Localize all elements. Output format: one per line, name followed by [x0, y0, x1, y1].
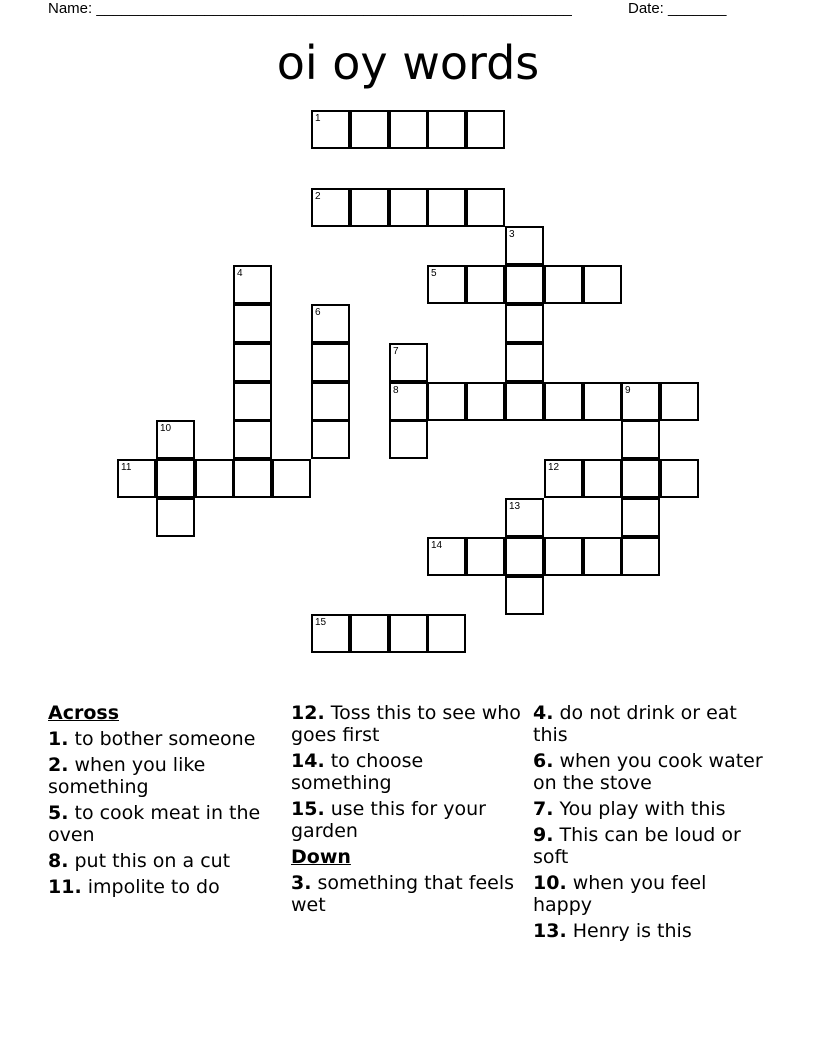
grid-cell[interactable] — [233, 304, 272, 343]
grid-cell[interactable] — [505, 265, 544, 304]
grid-cell[interactable] — [156, 420, 195, 459]
grid-cell[interactable] — [583, 382, 622, 421]
cell-number: 10 — [160, 423, 172, 434]
grid-cell[interactable] — [466, 382, 505, 421]
grid-cell[interactable] — [389, 420, 428, 459]
grid-cell[interactable] — [427, 537, 466, 576]
clue-down-4: 4. do not drink or eat this — [533, 702, 737, 746]
grid-cell[interactable] — [389, 188, 428, 227]
grid-cell[interactable] — [583, 537, 622, 576]
grid-cell[interactable] — [156, 498, 195, 537]
clue-across-2: 2. when you like something — [48, 754, 206, 798]
grid-cell[interactable] — [544, 537, 583, 576]
grid-cell[interactable] — [311, 614, 350, 653]
clue-down-9: 9. This can be loud or soft — [533, 824, 741, 868]
grid-cell[interactable] — [660, 382, 699, 421]
grid-cell[interactable] — [350, 110, 389, 149]
grid-cell[interactable] — [233, 459, 272, 498]
grid-cell[interactable] — [544, 382, 583, 421]
cell-number: 8 — [393, 385, 399, 396]
clue-down-7: 7. You play with this — [533, 798, 726, 820]
grid-cell[interactable] — [311, 110, 350, 149]
grid-cell[interactable] — [311, 304, 350, 343]
grid-cell[interactable] — [621, 420, 660, 459]
grid-cell[interactable] — [427, 614, 466, 653]
grid-cell[interactable] — [427, 110, 466, 149]
grid-cell[interactable] — [233, 420, 272, 459]
cell-number: 7 — [393, 346, 399, 357]
grid-cell[interactable] — [505, 576, 544, 615]
clue-across-11: 11. impolite to do — [48, 876, 220, 898]
clue-across-5: 5. to cook meat in the oven — [48, 802, 261, 846]
cell-number: 15 — [315, 617, 327, 628]
cell-number: 13 — [509, 501, 521, 512]
grid-cell[interactable] — [117, 459, 156, 498]
clue-down-6: 6. when you cook water on the stove — [533, 750, 763, 794]
grid-cell[interactable] — [233, 343, 272, 382]
cell-number: 1 — [315, 113, 321, 124]
grid-cell[interactable] — [427, 382, 466, 421]
grid-cell[interactable] — [466, 537, 505, 576]
grid-cell[interactable] — [311, 420, 350, 459]
clues-column-3 — [533, 702, 768, 946]
grid-cell[interactable] — [311, 188, 350, 227]
grid-cell[interactable] — [544, 265, 583, 304]
grid-cell[interactable] — [389, 614, 428, 653]
grid-cell[interactable] — [350, 188, 389, 227]
grid-cell[interactable] — [272, 459, 311, 498]
grid-cell[interactable] — [233, 382, 272, 421]
name-field-label: Name: _________________________________________________________ — [48, 0, 572, 17]
down-heading: Down — [291, 846, 351, 868]
grid-cell[interactable] — [195, 459, 234, 498]
grid-cell[interactable] — [583, 459, 622, 498]
cell-number: 5 — [431, 268, 437, 279]
grid-cell[interactable] — [389, 382, 428, 421]
cell-number: 3 — [509, 229, 515, 240]
clue-down-10: 10. when you feel happy — [533, 872, 707, 916]
clue-across-12: 12. Toss this to see who goes first — [291, 702, 521, 746]
grid-cell[interactable] — [583, 265, 622, 304]
grid-cell[interactable] — [505, 304, 544, 343]
grid-cell[interactable] — [505, 537, 544, 576]
grid-cell[interactable] — [621, 382, 660, 421]
across-heading: Across — [48, 702, 120, 724]
cell-number: 11 — [121, 462, 132, 473]
cell-number: 14 — [431, 540, 443, 551]
clue-down-13: 13. Henry is this — [533, 920, 692, 942]
grid-cell[interactable] — [233, 265, 272, 304]
cell-number: 12 — [548, 462, 560, 473]
grid-cell[interactable] — [311, 343, 350, 382]
page-title: oi oy words — [276, 36, 540, 90]
grid-cell[interactable] — [621, 537, 660, 576]
date-field-label: Date: _______ — [628, 0, 727, 17]
cell-number: 9 — [625, 385, 631, 396]
grid-cell[interactable] — [505, 498, 544, 537]
clues-column-1 — [48, 702, 283, 902]
grid-cell[interactable] — [389, 110, 428, 149]
cell-number: 6 — [315, 307, 321, 318]
grid-cell[interactable] — [505, 343, 544, 382]
grid-cell[interactable] — [311, 382, 350, 421]
grid-cell[interactable] — [660, 459, 699, 498]
grid-cell[interactable] — [621, 498, 660, 537]
cell-number: 2 — [315, 191, 321, 202]
grid-cell[interactable] — [466, 188, 505, 227]
grid-cell[interactable] — [466, 110, 505, 149]
grid-cell[interactable] — [466, 265, 505, 304]
clue-across-14: 14. to choose something — [291, 750, 424, 794]
grid-cell[interactable] — [156, 459, 195, 498]
grid-cell[interactable] — [544, 459, 583, 498]
grid-cell[interactable] — [621, 459, 660, 498]
clues-column-2 — [291, 702, 526, 920]
grid-cell[interactable] — [389, 343, 428, 382]
clue-across-15: 15. use this for your garden — [291, 798, 486, 842]
grid-cell[interactable] — [427, 188, 466, 227]
clue-across-1: 1. to bother someone — [48, 728, 256, 750]
clue-across-8: 8. put this on a cut — [48, 850, 231, 872]
grid-cell[interactable] — [505, 226, 544, 265]
clue-down-3: 3. something that feels wet — [291, 872, 515, 916]
grid-cell[interactable] — [427, 265, 466, 304]
grid-cell[interactable] — [350, 614, 389, 653]
cell-number: 4 — [237, 268, 243, 279]
grid-cell[interactable] — [505, 382, 544, 421]
